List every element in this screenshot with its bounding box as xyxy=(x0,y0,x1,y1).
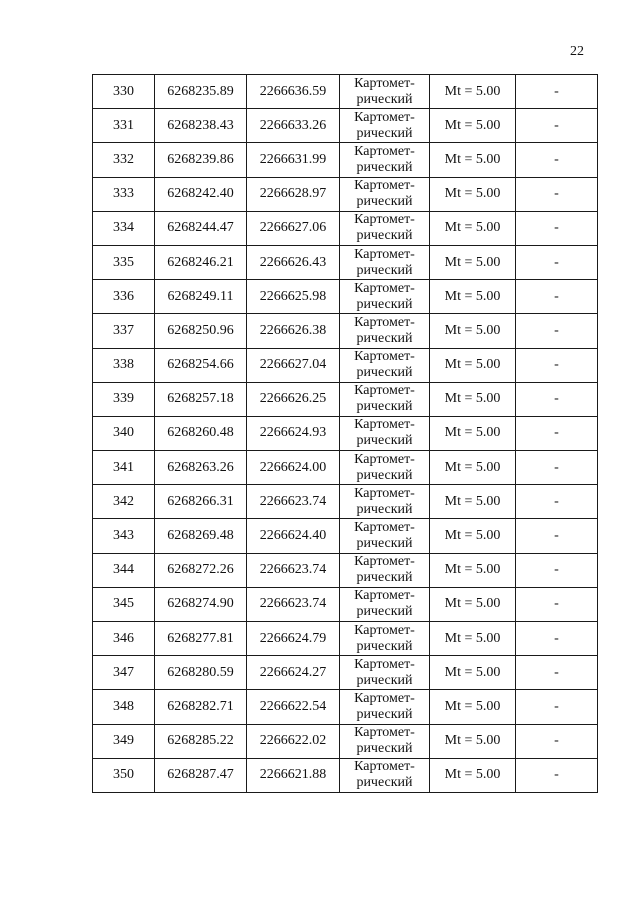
y-coordinate-cell: 2266631.99 xyxy=(247,143,340,177)
y-coordinate-cell: 2266628.97 xyxy=(247,177,340,211)
point-number-cell: 347 xyxy=(93,656,155,690)
x-coordinate-cell: 6268235.89 xyxy=(155,75,247,109)
note-cell: - xyxy=(516,519,598,553)
accuracy-cell: Mt = 5.00 xyxy=(430,109,516,143)
page-number: 22 xyxy=(570,44,584,59)
y-coordinate-cell: 2266621.88 xyxy=(247,758,340,792)
method-line-2: рический xyxy=(356,467,413,483)
x-coordinate-cell: 6268282.71 xyxy=(155,690,247,724)
table-row xyxy=(93,245,598,279)
table-row xyxy=(93,143,598,177)
y-coordinate-cell: 2266623.74 xyxy=(247,587,340,621)
method-cell xyxy=(340,553,430,587)
table-row xyxy=(93,109,598,143)
table-row xyxy=(93,724,598,758)
y-coordinate-cell: 2266636.59 xyxy=(247,75,340,109)
point-number-cell: 349 xyxy=(93,724,155,758)
x-coordinate-cell: 6268249.11 xyxy=(155,280,247,314)
point-number-cell: 346 xyxy=(93,622,155,656)
accuracy-cell: Mt = 5.00 xyxy=(430,143,516,177)
method-line-2: рический xyxy=(356,638,413,654)
x-coordinate-cell: 6268269.48 xyxy=(155,519,247,553)
point-number-cell: 342 xyxy=(93,485,155,519)
table-row xyxy=(93,348,598,382)
y-coordinate-cell: 2266626.38 xyxy=(247,314,340,348)
note-cell: - xyxy=(516,553,598,587)
table-row xyxy=(93,485,598,519)
note-cell: - xyxy=(516,348,598,382)
table-row xyxy=(93,382,598,416)
note-cell: - xyxy=(516,382,598,416)
x-coordinate-cell: 6268263.26 xyxy=(155,451,247,485)
method-line-2: рический xyxy=(356,775,413,791)
note-cell: - xyxy=(516,75,598,109)
x-coordinate-cell: 6268272.26 xyxy=(155,553,247,587)
method-line-1: Картомет- xyxy=(354,178,415,194)
method-cell xyxy=(340,451,430,485)
accuracy-cell: Mt = 5.00 xyxy=(430,75,516,109)
method-line-1: Картомет- xyxy=(354,280,415,296)
method-line-1: Картомет- xyxy=(354,485,415,501)
x-coordinate-cell: 6268277.81 xyxy=(155,622,247,656)
x-coordinate-cell: 6268246.21 xyxy=(155,245,247,279)
x-coordinate-cell: 6268280.59 xyxy=(155,656,247,690)
x-coordinate-cell: 6268274.90 xyxy=(155,587,247,621)
method-line-2: рический xyxy=(356,91,413,107)
table-row xyxy=(93,451,598,485)
method-line-1: Картомет- xyxy=(354,622,415,638)
note-cell: - xyxy=(516,416,598,450)
x-coordinate-cell: 6268266.31 xyxy=(155,485,247,519)
method-cell xyxy=(340,109,430,143)
table-row xyxy=(93,314,598,348)
method-cell xyxy=(340,314,430,348)
accuracy-cell: Mt = 5.00 xyxy=(430,177,516,211)
method-line-1: Картомет- xyxy=(354,349,415,365)
method-cell xyxy=(340,656,430,690)
table-row xyxy=(93,519,598,553)
point-number-cell: 338 xyxy=(93,348,155,382)
method-cell xyxy=(340,519,430,553)
table-row xyxy=(93,177,598,211)
table-row xyxy=(93,656,598,690)
method-cell xyxy=(340,280,430,314)
method-line-1: Картомет- xyxy=(354,143,415,159)
method-line-2: рический xyxy=(356,706,413,722)
note-cell: - xyxy=(516,656,598,690)
accuracy-cell: Mt = 5.00 xyxy=(430,382,516,416)
method-line-2: рический xyxy=(356,194,413,210)
accuracy-cell: Mt = 5.00 xyxy=(430,690,516,724)
point-number-cell: 345 xyxy=(93,587,155,621)
method-line-2: рический xyxy=(356,604,413,620)
x-coordinate-cell: 6268239.86 xyxy=(155,143,247,177)
accuracy-cell: Mt = 5.00 xyxy=(430,485,516,519)
point-number-cell: 333 xyxy=(93,177,155,211)
method-cell xyxy=(340,622,430,656)
method-line-2: рический xyxy=(356,433,413,449)
accuracy-cell: Mt = 5.00 xyxy=(430,416,516,450)
method-line-1: Картомет- xyxy=(354,75,415,91)
point-number-cell: 344 xyxy=(93,553,155,587)
method-line-1: Картомет- xyxy=(354,588,415,604)
x-coordinate-cell: 6268260.48 xyxy=(155,416,247,450)
table-row xyxy=(93,75,598,109)
method-cell xyxy=(340,724,430,758)
x-coordinate-cell: 6268250.96 xyxy=(155,314,247,348)
x-coordinate-cell: 6268254.66 xyxy=(155,348,247,382)
accuracy-cell: Mt = 5.00 xyxy=(430,587,516,621)
y-coordinate-cell: 2266626.43 xyxy=(247,245,340,279)
point-number-cell: 332 xyxy=(93,143,155,177)
accuracy-cell: Mt = 5.00 xyxy=(430,280,516,314)
note-cell: - xyxy=(516,485,598,519)
method-cell xyxy=(340,245,430,279)
y-coordinate-cell: 2266622.02 xyxy=(247,724,340,758)
method-cell xyxy=(340,416,430,450)
note-cell: - xyxy=(516,451,598,485)
note-cell: - xyxy=(516,314,598,348)
method-line-1: Картомет- xyxy=(354,212,415,228)
point-number-cell: 348 xyxy=(93,690,155,724)
note-cell: - xyxy=(516,211,598,245)
y-coordinate-cell: 2266624.00 xyxy=(247,451,340,485)
method-line-2: рический xyxy=(356,570,413,586)
note-cell: - xyxy=(516,622,598,656)
method-cell xyxy=(340,758,430,792)
table-row xyxy=(93,587,598,621)
y-coordinate-cell: 2266622.54 xyxy=(247,690,340,724)
note-cell: - xyxy=(516,724,598,758)
method-cell xyxy=(340,75,430,109)
x-coordinate-cell: 6268238.43 xyxy=(155,109,247,143)
y-coordinate-cell: 2266627.04 xyxy=(247,348,340,382)
accuracy-cell: Mt = 5.00 xyxy=(430,211,516,245)
table-row xyxy=(93,416,598,450)
point-number-cell: 350 xyxy=(93,758,155,792)
method-cell xyxy=(340,211,430,245)
note-cell: - xyxy=(516,177,598,211)
note-cell: - xyxy=(516,690,598,724)
point-number-cell: 343 xyxy=(93,519,155,553)
point-number-cell: 340 xyxy=(93,416,155,450)
method-line-1: Картомет- xyxy=(354,109,415,125)
y-coordinate-cell: 2266624.93 xyxy=(247,416,340,450)
y-coordinate-cell: 2266633.26 xyxy=(247,109,340,143)
accuracy-cell: Mt = 5.00 xyxy=(430,451,516,485)
point-number-cell: 341 xyxy=(93,451,155,485)
accuracy-cell: Mt = 5.00 xyxy=(430,622,516,656)
accuracy-cell: Mt = 5.00 xyxy=(430,314,516,348)
method-line-1: Картомет- xyxy=(354,246,415,262)
method-line-1: Картомет- xyxy=(354,690,415,706)
method-line-2: рический xyxy=(356,228,413,244)
table-row xyxy=(93,758,598,792)
method-line-1: Картомет- xyxy=(354,656,415,672)
method-cell xyxy=(340,485,430,519)
method-line-1: Картомет- xyxy=(354,554,415,570)
accuracy-cell: Mt = 5.00 xyxy=(430,245,516,279)
y-coordinate-cell: 2266623.74 xyxy=(247,485,340,519)
y-coordinate-cell: 2266627.06 xyxy=(247,211,340,245)
table-row xyxy=(93,280,598,314)
x-coordinate-cell: 6268257.18 xyxy=(155,382,247,416)
method-line-2: рический xyxy=(356,741,413,757)
accuracy-cell: Mt = 5.00 xyxy=(430,656,516,690)
method-line-2: рический xyxy=(356,365,413,381)
method-line-2: рический xyxy=(356,536,413,552)
note-cell: - xyxy=(516,245,598,279)
method-cell xyxy=(340,690,430,724)
method-line-1: Картомет- xyxy=(354,383,415,399)
x-coordinate-cell: 6268287.47 xyxy=(155,758,247,792)
x-coordinate-cell: 6268244.47 xyxy=(155,211,247,245)
table-row xyxy=(93,690,598,724)
y-coordinate-cell: 2266625.98 xyxy=(247,280,340,314)
method-line-1: Картомет- xyxy=(354,725,415,741)
y-coordinate-cell: 2266624.79 xyxy=(247,622,340,656)
y-coordinate-cell: 2266624.40 xyxy=(247,519,340,553)
point-number-cell: 330 xyxy=(93,75,155,109)
method-line-1: Картомет- xyxy=(354,520,415,536)
coordinates-table xyxy=(92,74,598,793)
method-line-2: рический xyxy=(356,330,413,346)
y-coordinate-cell: 2266626.25 xyxy=(247,382,340,416)
method-line-2: рический xyxy=(356,399,413,415)
table-row xyxy=(93,211,598,245)
accuracy-cell: Mt = 5.00 xyxy=(430,519,516,553)
point-number-cell: 331 xyxy=(93,109,155,143)
point-number-cell: 334 xyxy=(93,211,155,245)
method-line-2: рический xyxy=(356,262,413,278)
accuracy-cell: Mt = 5.00 xyxy=(430,553,516,587)
method-cell xyxy=(340,177,430,211)
method-line-1: Картомет- xyxy=(354,451,415,467)
method-line-2: рический xyxy=(356,501,413,517)
y-coordinate-cell: 2266623.74 xyxy=(247,553,340,587)
method-cell xyxy=(340,143,430,177)
x-coordinate-cell: 6268285.22 xyxy=(155,724,247,758)
method-line-2: рический xyxy=(356,125,413,141)
method-cell xyxy=(340,382,430,416)
method-line-2: рический xyxy=(356,296,413,312)
point-number-cell: 335 xyxy=(93,245,155,279)
x-coordinate-cell: 6268242.40 xyxy=(155,177,247,211)
point-number-cell: 337 xyxy=(93,314,155,348)
method-line-2: рический xyxy=(356,159,413,175)
table-row xyxy=(93,553,598,587)
y-coordinate-cell: 2266624.27 xyxy=(247,656,340,690)
method-line-1: Картомет- xyxy=(354,417,415,433)
accuracy-cell: Mt = 5.00 xyxy=(430,348,516,382)
method-cell xyxy=(340,587,430,621)
note-cell: - xyxy=(516,758,598,792)
method-line-2: рический xyxy=(356,672,413,688)
note-cell: - xyxy=(516,587,598,621)
note-cell: - xyxy=(516,280,598,314)
method-cell xyxy=(340,348,430,382)
point-number-cell: 339 xyxy=(93,382,155,416)
accuracy-cell: Mt = 5.00 xyxy=(430,758,516,792)
table-row xyxy=(93,622,598,656)
note-cell: - xyxy=(516,143,598,177)
method-line-1: Картомет- xyxy=(354,314,415,330)
note-cell: - xyxy=(516,109,598,143)
method-line-1: Картомет- xyxy=(354,759,415,775)
table-body xyxy=(93,75,598,793)
point-number-cell: 336 xyxy=(93,280,155,314)
accuracy-cell: Mt = 5.00 xyxy=(430,724,516,758)
